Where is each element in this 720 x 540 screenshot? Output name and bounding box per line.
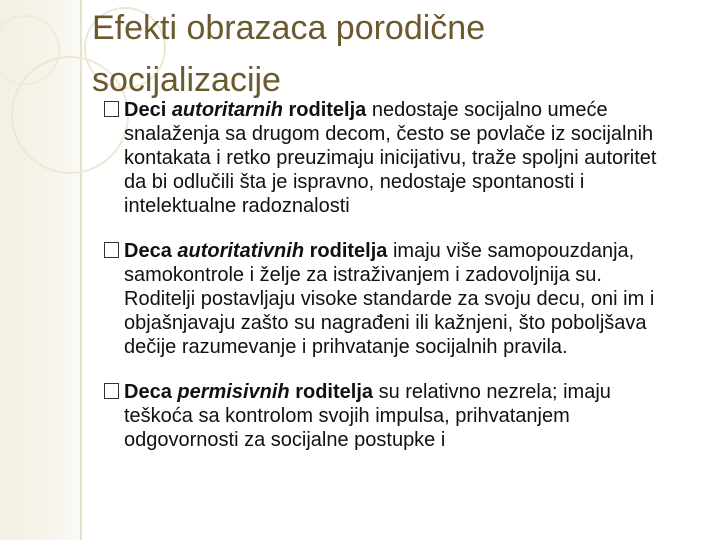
title-line-1: Efekti obrazaca porodične — [92, 9, 486, 47]
bullet-text: nedostaje socijalno umeće snalaženja sa drugom decom, često se povlače iz socijalnih kontakata i retko preuzimaju inicijativu, traže spoljni autoritet da bi odlučili šta je ispravno, nedostaje spontanosti i intelektualne radoznalosti — [124, 99, 657, 217]
bullet-subject: roditelja — [288, 99, 367, 121]
bullet-box-icon — [104, 242, 119, 258]
bullet-subject: roditelja — [309, 240, 388, 262]
bullet-lead: Deca — [124, 240, 172, 262]
bullet-box-icon — [104, 101, 119, 117]
bullet-lead: Deca — [124, 381, 172, 403]
bullet-item-authoritarian — [104, 98, 670, 218]
title-line-2: socijalizacije — [92, 61, 281, 99]
bullet-lead: Deci — [124, 99, 167, 121]
bullet-list — [104, 98, 670, 473]
bullet-item-authoritative — [104, 239, 670, 359]
bullet-item-permissive — [104, 380, 670, 452]
slide-title — [92, 2, 485, 106]
bullet-subject: roditelja — [295, 381, 373, 403]
bullet-text: imaju više samopouzdanja, samokontrole i želje za istraživanjem i zadovoljnija su. Roditelji postavljaju visoke standarde za svoju decu, oni im i objašnjavaju zašto su nagrađeni ili kažnjeni, što poboljšava dečije razumevanje i prihvatanje socijalnih pravila. — [124, 240, 655, 358]
parenting-style: autoritarnih — [171, 99, 283, 121]
bullet-box-icon — [104, 383, 119, 399]
bullet-text: su relativno nezrela; imaju teškoća sa kontrolom svojih impulsa, prihvatanjem odgovornosti za socijalne postupke i — [124, 381, 611, 451]
parenting-style: permisivnih — [177, 381, 290, 403]
parenting-style: autoritativnih — [177, 240, 305, 262]
